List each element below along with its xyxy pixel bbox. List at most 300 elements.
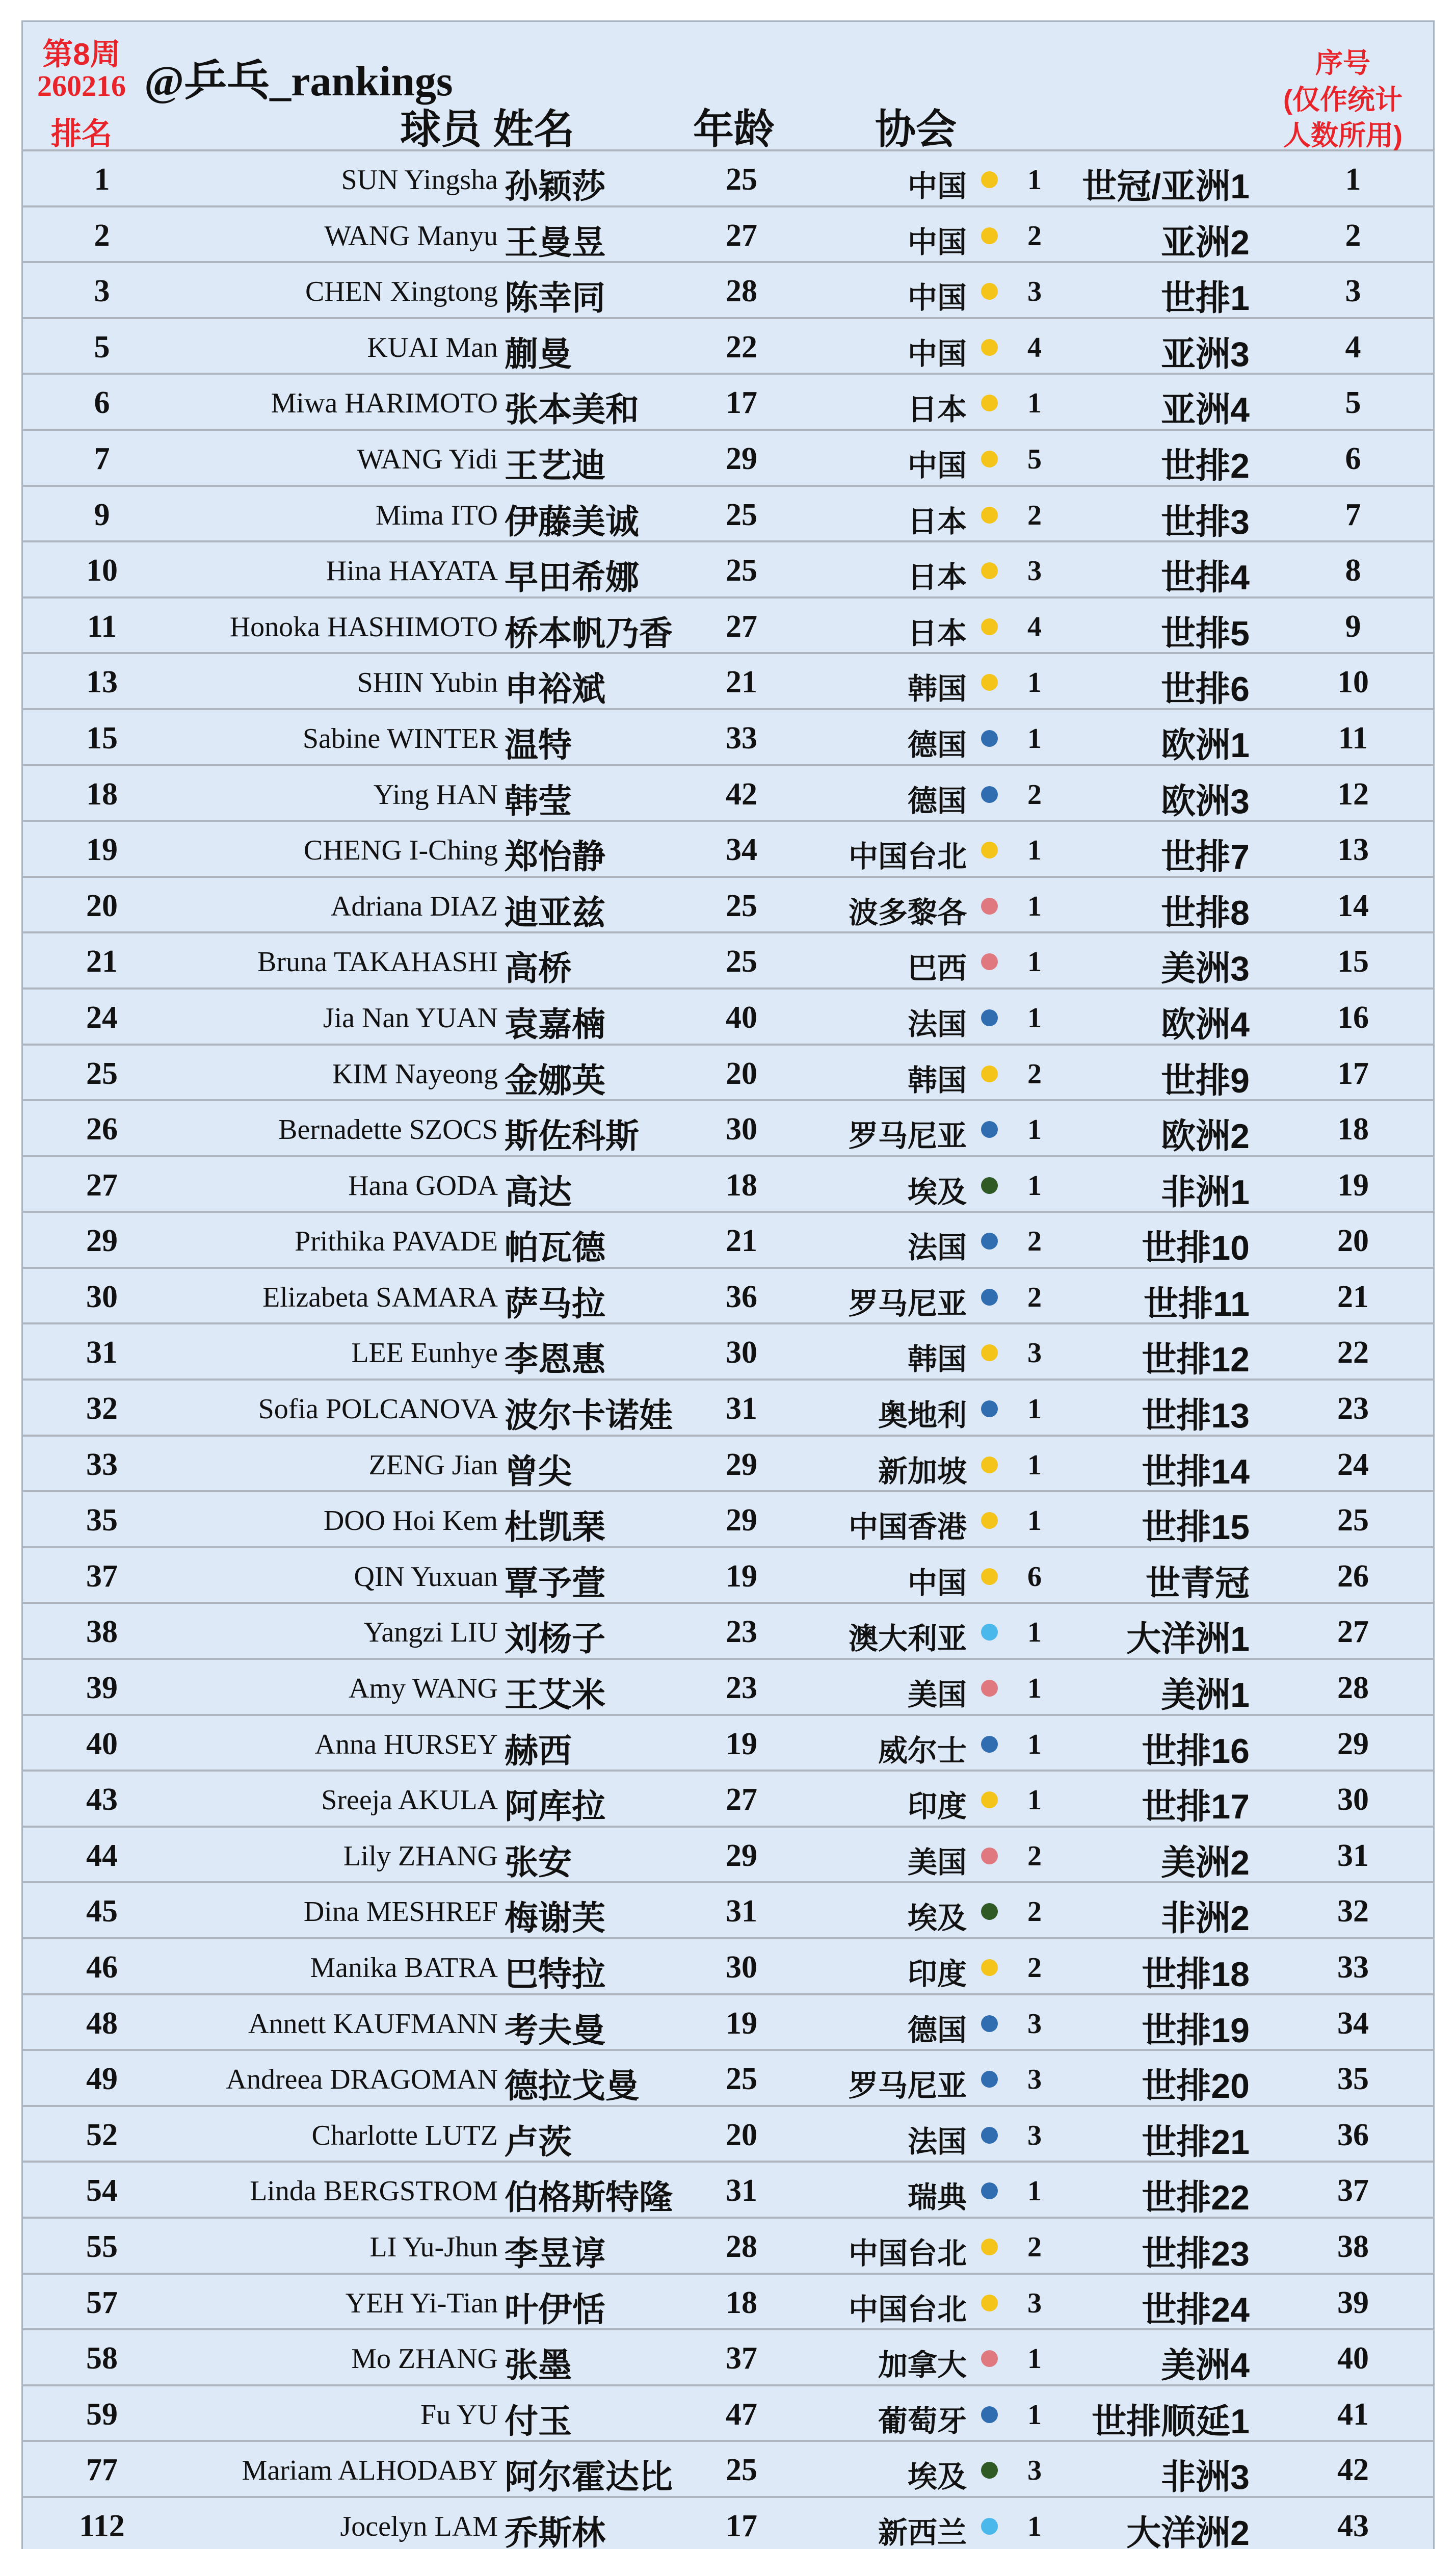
world-rank: 52 — [86, 2117, 118, 2152]
continent-dot-icon — [981, 674, 998, 691]
world-rank: 30 — [86, 1279, 118, 1314]
player-age: 21 — [726, 1224, 757, 1259]
player-name-cn: 王艾米 — [505, 1676, 605, 1714]
player-name-cn: 高桥 — [505, 949, 572, 987]
player-name-cn: 付玉 — [505, 2402, 572, 2440]
association: 中国台北 — [848, 2236, 967, 2270]
sequence-number: 23 — [1337, 1391, 1369, 1426]
player-age: 20 — [726, 1056, 757, 1091]
association-count: 2 — [1027, 1226, 1042, 1258]
player-name-cn: 陈幸同 — [505, 279, 605, 317]
player-age: 17 — [726, 385, 757, 421]
qualification: 世排1 — [1161, 279, 1250, 318]
player-name-en: Jocelyn LAM — [340, 2510, 498, 2542]
qualification: 非洲3 — [1161, 2458, 1250, 2497]
sequence-number: 40 — [1337, 2341, 1369, 2376]
player-age: 31 — [726, 1894, 757, 1929]
table-row — [23, 1101, 1433, 1157]
world-rank: 48 — [86, 2006, 118, 2041]
qualification: 大洋洲1 — [1126, 1620, 1250, 1659]
player-name-en: KIM Nayeong — [332, 1058, 498, 1090]
qualification: 世排15 — [1142, 1508, 1250, 1547]
table-row — [23, 1213, 1433, 1269]
association-count: 4 — [1027, 611, 1042, 643]
association-count: 4 — [1027, 331, 1042, 363]
association: 韩国 — [907, 1063, 967, 1097]
qualification: 非洲1 — [1161, 1173, 1250, 1212]
association-count: 1 — [1027, 1169, 1042, 1202]
qualification: 亚洲2 — [1161, 223, 1250, 262]
association: 中国 — [907, 337, 967, 371]
world-rank: 44 — [86, 1838, 118, 1873]
player-age: 34 — [726, 833, 757, 868]
association-count: 3 — [1027, 2008, 1042, 2040]
association-count: 1 — [1027, 835, 1042, 867]
player-name-en: CHENG I-Ching — [303, 835, 498, 867]
continent-dot-icon — [981, 2295, 998, 2311]
association: 印度 — [907, 1958, 967, 1991]
table-row — [23, 990, 1433, 1046]
world-rank: 25 — [86, 1056, 118, 1091]
world-rank: 7 — [94, 441, 110, 476]
sequence-number: 22 — [1337, 1335, 1369, 1370]
table-row — [23, 1157, 1433, 1213]
player-age: 33 — [726, 720, 757, 756]
association: 日本 — [907, 616, 967, 650]
player-name-en: Prithika PAVADE — [295, 1226, 498, 1258]
player-age: 25 — [726, 888, 757, 923]
table-row — [23, 2442, 1433, 2498]
player-name-en: Lily ZHANG — [343, 1840, 498, 1872]
continent-dot-icon — [981, 730, 998, 747]
qualification: 世排17 — [1142, 1787, 1250, 1827]
player-age: 37 — [726, 2341, 757, 2376]
continent-dot-icon — [981, 1512, 998, 1529]
player-name-en: YEH Yi-Tian — [345, 2287, 498, 2319]
continent-dot-icon — [981, 898, 998, 915]
continent-dot-icon — [981, 842, 998, 859]
table-row — [23, 822, 1433, 878]
qualification: 世排4 — [1161, 558, 1250, 597]
player-age: 31 — [726, 2173, 757, 2208]
week-date: 260216 — [37, 69, 126, 102]
table-row — [23, 1324, 1433, 1381]
player-name-en: Elizabeta SAMARA — [262, 1281, 498, 1313]
sequence-number: 38 — [1337, 2229, 1369, 2264]
association: 日本 — [907, 505, 967, 538]
continent-dot-icon — [981, 339, 998, 356]
qualification: 世排11 — [1144, 1284, 1250, 1323]
sequence-note-line1: (仅作统计 — [1283, 85, 1402, 115]
sequence-number: 5 — [1345, 385, 1361, 421]
player-age: 28 — [726, 2229, 757, 2264]
association: 新西兰 — [878, 2516, 967, 2549]
player-name-cn: 李恩惠 — [505, 1340, 605, 1378]
association: 德国 — [907, 728, 967, 762]
association-count: 1 — [1027, 722, 1042, 755]
table-row — [23, 1269, 1433, 1325]
sequence-column-header: 序号 — [1315, 48, 1370, 79]
qualification: 大洋洲2 — [1126, 2513, 1250, 2549]
association: 中国 — [907, 225, 967, 259]
qualification: 美洲1 — [1161, 1676, 1250, 1715]
player-age: 27 — [726, 218, 757, 253]
association: 新加坡 — [878, 1454, 967, 1488]
qualification: 世排顺延1 — [1092, 2402, 1250, 2441]
association: 埃及 — [907, 2460, 967, 2494]
sequence-number: 31 — [1337, 1838, 1369, 1873]
table-row — [23, 1381, 1433, 1437]
sequence-number: 37 — [1337, 2173, 1369, 2208]
association-count: 2 — [1027, 1281, 1042, 1313]
table-row — [23, 599, 1433, 655]
qualification: 世排12 — [1142, 1340, 1250, 1380]
player-name-en: LI Yu-Jhun — [369, 2231, 498, 2263]
player-name-en: Sreeja AKULA — [321, 1784, 498, 1816]
table-row — [23, 1772, 1433, 1828]
player-name-cn: 覃予萱 — [505, 1564, 605, 1602]
table-row — [23, 2051, 1433, 2107]
association: 中国 — [907, 281, 967, 315]
qualification: 世排14 — [1142, 1452, 1250, 1491]
continent-dot-icon — [981, 2127, 998, 2144]
player-age: 29 — [726, 1503, 757, 1538]
sequence-number: 19 — [1337, 1167, 1369, 1203]
qualification: 世排8 — [1161, 893, 1250, 932]
player-name-cn: 德拉戈曼 — [505, 2067, 639, 2105]
sequence-number: 17 — [1337, 1056, 1369, 1091]
qualification: 美洲2 — [1161, 1843, 1250, 1882]
association: 罗马尼亚 — [848, 2069, 967, 2103]
continent-dot-icon — [981, 1791, 998, 1808]
qualification: 世排23 — [1142, 2234, 1250, 2273]
player-name-cn: 阿尔霍达比 — [505, 2458, 673, 2496]
player-age: 17 — [726, 2508, 757, 2543]
account-handle: @乒乓_rankings — [144, 58, 453, 105]
player-name-en: Annett KAUFMANN — [248, 2008, 498, 2040]
qualification: 世排10 — [1142, 1229, 1250, 1268]
sequence-number: 8 — [1345, 553, 1361, 588]
association: 印度 — [907, 1790, 967, 1824]
sequence-number: 33 — [1337, 1950, 1369, 1985]
sequence-number: 25 — [1337, 1503, 1369, 1538]
world-rank: 26 — [86, 1112, 118, 1147]
player-name-cn: 李昱谆 — [505, 2234, 605, 2272]
table-row — [23, 263, 1433, 319]
player-age: 27 — [726, 609, 757, 644]
association: 巴西 — [907, 952, 967, 985]
association-count: 3 — [1027, 276, 1042, 308]
association-count: 1 — [1027, 387, 1042, 420]
player-name-en: Amy WANG — [349, 1673, 498, 1705]
world-rank: 21 — [86, 944, 118, 979]
player-age: 19 — [726, 2006, 757, 2041]
player-name-cn: 梅谢芙 — [505, 1899, 605, 1937]
player-name-en: Jia Nan YUAN — [323, 1002, 498, 1034]
association-count: 1 — [1027, 1617, 1042, 1649]
player-name-cn: 申裕斌 — [505, 670, 605, 708]
continent-dot-icon — [981, 618, 998, 635]
table-row — [23, 1716, 1433, 1772]
player-name-en: Andreea DRAGOMAN — [226, 2064, 498, 2096]
sequence-number: 16 — [1337, 1000, 1369, 1035]
association-count: 3 — [1027, 2064, 1042, 2096]
association-count: 2 — [1027, 1058, 1042, 1090]
player-age: 27 — [726, 1782, 757, 1817]
continent-dot-icon — [981, 1344, 998, 1361]
continent-dot-icon — [981, 451, 998, 467]
sequence-number: 30 — [1337, 1782, 1369, 1817]
association: 日本 — [907, 393, 967, 427]
table-row — [23, 2163, 1433, 2219]
association: 韩国 — [907, 1343, 967, 1376]
qualification: 欧洲2 — [1161, 1117, 1250, 1156]
player-name-en: Honoka HASHIMOTO — [229, 611, 498, 643]
world-rank: 10 — [86, 553, 118, 588]
continent-dot-icon — [981, 2350, 998, 2367]
rank-column-header: 排名 — [51, 117, 112, 151]
association-count: 2 — [1027, 220, 1042, 252]
player-name-cn: 王艺迪 — [505, 446, 605, 484]
player-name-cn: 袁嘉楠 — [505, 1005, 605, 1043]
world-rank: 40 — [86, 1726, 118, 1761]
association: 埃及 — [907, 1902, 967, 1935]
association-count: 1 — [1027, 2399, 1042, 2431]
table-row — [23, 375, 1433, 431]
world-rank: 18 — [86, 776, 118, 812]
week-label: 第8周 — [42, 37, 121, 71]
player-name-en: Anna HURSEY — [314, 1728, 498, 1760]
player-name-en: Charlotte LUTZ — [311, 2119, 498, 2151]
player-age: 18 — [726, 2285, 757, 2320]
player-age: 21 — [726, 665, 757, 700]
player-age: 47 — [726, 2397, 757, 2432]
sequence-number: 1 — [1345, 162, 1361, 197]
association: 中国 — [907, 1566, 967, 1600]
continent-dot-icon — [981, 786, 998, 803]
sequence-number: 41 — [1337, 2397, 1369, 2432]
player-name-en: CHEN Xingtong — [305, 276, 498, 308]
association-count: 2 — [1027, 2231, 1042, 2263]
world-rank: 6 — [94, 385, 110, 421]
association-count: 1 — [1027, 1784, 1042, 1816]
table-row — [23, 878, 1433, 934]
continent-dot-icon — [981, 283, 998, 300]
player-name-cn: 斯佐科斯 — [505, 1117, 639, 1155]
association-count: 1 — [1027, 1393, 1042, 1425]
qualification: 世排24 — [1142, 2290, 1250, 2329]
player-name-cn: 阿库拉 — [505, 1787, 605, 1826]
association-count: 2 — [1027, 778, 1042, 811]
continent-dot-icon — [981, 1680, 998, 1697]
association: 奥地利 — [878, 1399, 967, 1433]
world-rank: 35 — [86, 1503, 118, 1538]
sequence-number: 35 — [1337, 2062, 1369, 2097]
table-row — [23, 654, 1433, 710]
table-row — [23, 766, 1433, 822]
association-count: 1 — [1027, 1002, 1042, 1034]
world-rank: 19 — [86, 833, 118, 868]
association: 罗马尼亚 — [848, 1287, 967, 1320]
player-name-en: ZENG Jian — [368, 1449, 498, 1481]
continent-dot-icon — [981, 1624, 998, 1641]
association: 美国 — [907, 1845, 967, 1879]
player-age: 42 — [726, 776, 757, 812]
player-name-cn: 张安 — [505, 1843, 572, 1881]
table-row — [23, 933, 1433, 990]
player-age: 25 — [726, 944, 757, 979]
continent-dot-icon — [981, 1903, 998, 1920]
sequence-number: 36 — [1337, 2117, 1369, 2152]
qualification: 世排2 — [1161, 446, 1250, 485]
association: 中国台北 — [848, 2293, 967, 2326]
sequence-number: 12 — [1337, 776, 1369, 812]
player-name-en: Yangzi LIU — [363, 1617, 498, 1649]
player-name-en: Mariam ALHODABY — [242, 2455, 498, 2487]
player-name-en: LEE Eunhye — [351, 1337, 498, 1369]
player-name-en: Bernadette SZOCS — [278, 1114, 498, 1146]
sequence-number: 39 — [1337, 2285, 1369, 2320]
sequence-number: 43 — [1337, 2508, 1369, 2543]
continent-dot-icon — [981, 1568, 998, 1585]
continent-dot-icon — [981, 1848, 998, 1864]
table-row — [23, 2275, 1433, 2331]
association: 美国 — [907, 1678, 967, 1712]
world-rank: 33 — [86, 1447, 118, 1482]
qualification: 亚洲4 — [1161, 391, 1250, 430]
continent-dot-icon — [981, 1121, 998, 1138]
world-rank: 1 — [94, 162, 110, 197]
table-row — [23, 1883, 1433, 1939]
table-row — [23, 487, 1433, 543]
world-rank: 32 — [86, 1391, 118, 1426]
world-rank: 39 — [86, 1671, 118, 1706]
player-name-cn: 王曼昱 — [505, 223, 605, 261]
qualification: 世排5 — [1161, 614, 1250, 653]
player-name-cn: 温特 — [505, 725, 572, 764]
continent-dot-icon — [981, 1959, 998, 1976]
ranking-sheet — [21, 20, 1435, 2549]
sequence-number: 32 — [1337, 1894, 1369, 1929]
player-name-cn: 迪亚兹 — [505, 893, 605, 931]
association: 瑞典 — [907, 2181, 967, 2215]
table-row — [23, 207, 1433, 264]
player-age: 25 — [726, 553, 757, 588]
qualification: 美洲3 — [1161, 949, 1250, 989]
player-name-cn: 张墨 — [505, 2346, 572, 2384]
player-age: 31 — [726, 1391, 757, 1426]
player-name-cn: 伯格斯特隆 — [505, 2178, 673, 2217]
player-name-en: Fu YU — [420, 2399, 498, 2431]
association: 韩国 — [907, 672, 967, 706]
qualification: 欧洲1 — [1161, 725, 1250, 765]
association-count: 1 — [1027, 2175, 1042, 2207]
association: 法国 — [907, 2125, 967, 2158]
qualification: 世排20 — [1142, 2067, 1250, 2106]
player-age: 19 — [726, 1558, 757, 1594]
world-rank: 31 — [86, 1335, 118, 1370]
association-count: 3 — [1027, 1337, 1042, 1369]
world-rank: 15 — [86, 720, 118, 756]
sequence-number: 3 — [1345, 274, 1361, 309]
world-rank: 77 — [86, 2453, 118, 2488]
association: 威尔士 — [878, 1734, 967, 1767]
table-row — [23, 1548, 1433, 1604]
table-row — [23, 1995, 1433, 2051]
name-column-header: 球员 姓名 — [400, 107, 575, 152]
continent-dot-icon — [981, 2182, 998, 2199]
qualification: 世排19 — [1142, 2011, 1250, 2050]
association-count: 1 — [1027, 1673, 1042, 1705]
table-row — [23, 1492, 1433, 1548]
continent-dot-icon — [981, 2462, 998, 2479]
table-row — [23, 151, 1433, 207]
world-rank: 9 — [94, 497, 110, 532]
sequence-number: 29 — [1337, 1726, 1369, 1761]
table-row — [23, 1437, 1433, 1493]
player-name-en: Dina MESHREF — [303, 1896, 498, 1928]
player-age: 25 — [726, 497, 757, 532]
association: 埃及 — [907, 1175, 967, 1209]
world-rank: 13 — [86, 665, 118, 700]
continent-dot-icon — [981, 1736, 998, 1753]
continent-dot-icon — [981, 395, 998, 411]
player-age: 23 — [726, 1615, 757, 1650]
qualification: 非洲2 — [1161, 1899, 1250, 1938]
ranking-rows — [23, 151, 1433, 2549]
continent-dot-icon — [981, 227, 998, 244]
table-row — [23, 431, 1433, 487]
player-age: 25 — [726, 162, 757, 197]
sequence-number: 24 — [1337, 1447, 1369, 1482]
player-name-cn: 帕瓦德 — [505, 1229, 605, 1267]
association-count: 1 — [1027, 1505, 1042, 1537]
table-row — [23, 1939, 1433, 1995]
player-name-cn: 高达 — [505, 1173, 572, 1211]
continent-dot-icon — [981, 953, 998, 970]
association: 罗马尼亚 — [848, 1120, 967, 1153]
continent-dot-icon — [981, 2015, 998, 2032]
player-name-cn: 赫西 — [505, 1731, 572, 1770]
player-name-en: Bruna TAKAHASHI — [257, 946, 498, 978]
sequence-number: 28 — [1337, 1671, 1369, 1706]
player-name-en: Mima ITO — [375, 499, 498, 531]
table-row — [23, 319, 1433, 375]
player-name-en: Hina HAYATA — [326, 555, 498, 587]
world-rank: 27 — [86, 1167, 118, 1203]
qualification: 世排22 — [1142, 2178, 1250, 2218]
qualification: 世排3 — [1161, 502, 1250, 541]
world-rank: 58 — [86, 2341, 118, 2376]
player-name-cn: 考夫曼 — [505, 2011, 605, 2049]
continent-dot-icon — [981, 2239, 998, 2255]
association: 中国香港 — [848, 1511, 967, 1544]
table-row — [23, 1660, 1433, 1716]
player-name-en: Sabine WINTER — [302, 722, 498, 755]
world-rank: 20 — [86, 888, 118, 923]
player-name-en: WANG Manyu — [324, 220, 498, 252]
continent-dot-icon — [981, 1456, 998, 1473]
association: 德国 — [907, 784, 967, 818]
sequence-number: 18 — [1337, 1112, 1369, 1147]
sequence-number: 11 — [1338, 720, 1368, 756]
sequence-number: 9 — [1345, 609, 1361, 644]
continent-dot-icon — [981, 562, 998, 579]
player-name-en: Linda BERGSTROM — [250, 2175, 498, 2207]
continent-dot-icon — [981, 1009, 998, 1026]
table-row — [23, 542, 1433, 599]
player-name-cn: 巴特拉 — [505, 1955, 605, 1993]
